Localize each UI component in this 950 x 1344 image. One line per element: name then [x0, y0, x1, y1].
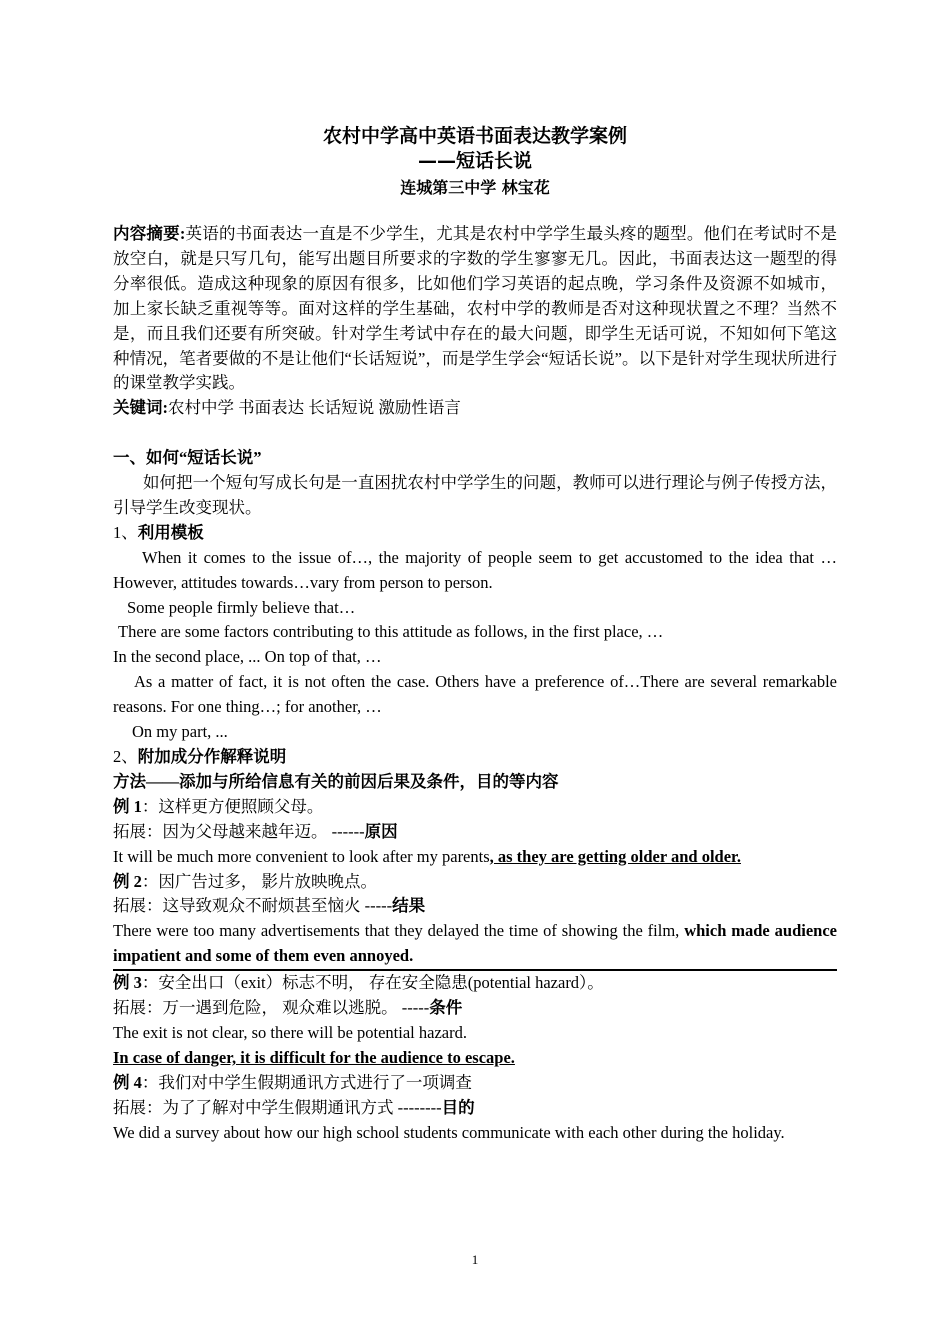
keywords-line: [113, 396, 837, 421]
example-2-colon: ：: [141, 871, 159, 891]
example-1-english-bold: , as they are getting older and older.: [489, 846, 741, 866]
example-2-text: 因广告过多， 影片放映晚点。: [158, 871, 377, 891]
blank-line: [113, 421, 837, 446]
example-4-text: 我们对中学生假期通讯方式进行了一项调查: [158, 1072, 472, 1092]
abstract-paragraph: [113, 222, 837, 396]
example-1-expand-text: 拓展：因为父母越来越年迈。 ------: [113, 821, 365, 841]
example-1-english: [113, 845, 837, 870]
template-line-4: In the second place, ... On top of that, …: [113, 647, 382, 667]
keywords-text: 农村中学 书面表达 长话短说 激励性语言: [168, 398, 461, 418]
example-1-text: 这样更方便照顾父母。: [158, 796, 324, 816]
subheading-1: [113, 521, 837, 546]
template-line-3: There are some factors contributing to this attitude as follows, in the first place, …: [118, 622, 664, 642]
subheading-1-title: 利用模板: [137, 522, 204, 542]
example-4-english: We did a survey about how our high school students communicate with each other during the holiday.: [113, 1122, 785, 1142]
section1-heading: 一、如何“短话长说”: [113, 448, 262, 468]
example-3-english-bold: In case of danger, it is difficult for the audience to escape.: [113, 1047, 515, 1067]
example-3-tag: 条件: [429, 998, 463, 1018]
abstract-label: 内容摘要:: [113, 224, 186, 243]
abstract-text: 英语的书面表达一直是不少学生，尤其是农村中学学生最头疼的题型。他们在考试时不是放空白，就是只写几句，能写出题目所要求的字数的学生寥寥无几。因此，书面表达这一题型的得分率很低。造成这种现象的原因有很多，比如他们学习英语的起点晚，学习条件及资源不如城市，加上家长缺乏重视等等。面对这样的学生基础，农村中学的教师是否对这种现状置之不理？当然不是，而且我们还要有所突破。针对学生考试中存在的最大问题，即学生无话可说，不知如何下笔这种情况，笔者要做的不是让他们“长话短说”，而是学生学会“短话长说”。以下是针对学生现状所进行的课堂教学实践。: [113, 224, 838, 393]
example-3-label: 例 3: [113, 973, 142, 993]
subheading-2-number: 2、: [113, 747, 138, 767]
example-1-tag: 原因: [364, 821, 398, 841]
title-block: [113, 124, 837, 200]
document-body: [113, 222, 837, 1146]
subheading-1-number: 1、: [113, 522, 138, 542]
example-1-english-plain: It will be much more convenient to look after my parents: [113, 846, 490, 866]
author-line: 连城第三中学 林宝花: [400, 178, 550, 197]
subheading-2: [113, 745, 837, 770]
example-4-expand: [113, 1096, 837, 1121]
example-2-label: 例 2: [113, 871, 142, 891]
keywords-label: 关键词:: [113, 398, 168, 418]
example-1-label: 例 1: [113, 796, 142, 816]
example-3-colon: ：: [141, 973, 159, 993]
example-4-line: [113, 1071, 837, 1096]
subheading-2-title: 附加成分作解释说明: [137, 747, 287, 767]
example-2-expand: [113, 894, 837, 919]
method-line: 方法——添加与所给信息有关的前因后果及条件，目的等内容: [113, 771, 559, 791]
example-4-expand-text: 拓展：为了了解对中学生假期通讯方式 --------: [113, 1097, 442, 1117]
example-2-english-bold: which made audience impatient and some of them even annoyed.: [113, 921, 837, 966]
template-line-6: On my part, ...: [132, 722, 228, 742]
example-4-tag: 目的: [441, 1097, 475, 1117]
example-2-expand-text: 拓展：这导致观众不耐烦甚至恼火 -----: [113, 896, 393, 916]
example-3-line: [113, 971, 837, 996]
example-1-colon: ：: [141, 796, 159, 816]
example-4-label: 例 4: [113, 1072, 142, 1092]
section1-intro: 如何把一个短句写成长句是一直困扰农村中学学生的问题，教师可以进行理论与例子传授方法，引导学生改变现状。: [113, 473, 837, 517]
example-4-colon: ：: [141, 1072, 159, 1092]
page-number: 1: [471, 1252, 479, 1267]
example-3-text: 安全出口（exit）标志不明， 存在安全隐患(potential hazard）。: [158, 973, 604, 993]
example-2-english: [113, 919, 837, 971]
template-paragraph-5: As a matter of fact, it is not often the case. Others have a preference of…There are several remarkable reasons. For one thing…; for another, …: [113, 672, 837, 717]
document-subtitle: ——短话长说: [417, 150, 532, 172]
document-title: 农村中学高中英语书面表达教学案例: [322, 125, 627, 147]
example-1-line: [113, 795, 837, 820]
example-3-expand-text: 拓展：万一遇到危险， 观众难以逃脱。 -----: [113, 998, 430, 1018]
example-1-expand: [113, 820, 837, 845]
example-3-expand: [113, 996, 837, 1021]
example-2-line: [113, 870, 837, 895]
template-line-2: Some people firmly believe that…: [127, 597, 356, 617]
example-2-english-plain: There were too many advertisements that they delayed the time of showing the film,: [113, 921, 685, 941]
template-paragraph-1: When it comes to the issue of…, the majority of people seem to get accustomed to the idea that … However, attitudes towards…vary from person to person.: [113, 547, 837, 592]
example-2-tag: 结果: [392, 896, 426, 916]
example-3-english: The exit is not clear, so there will be potential hazard.: [113, 1022, 467, 1042]
